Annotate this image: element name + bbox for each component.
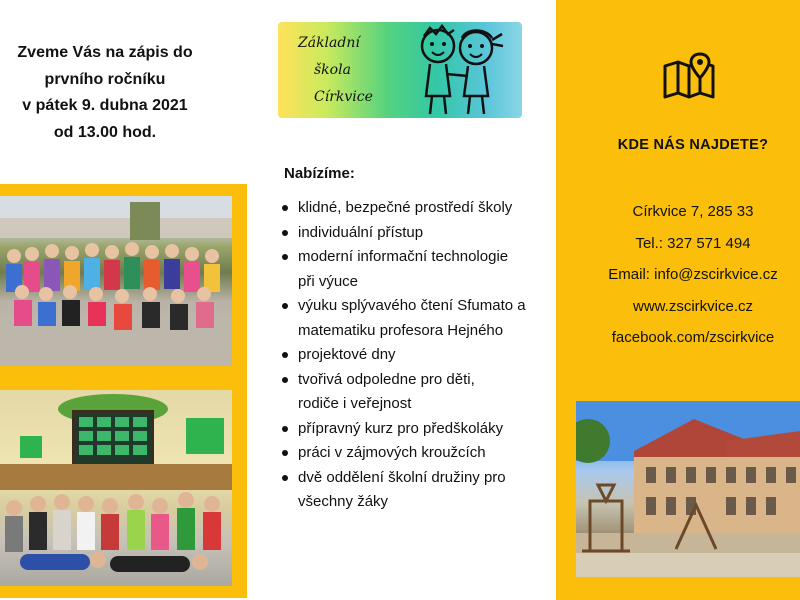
list-item: práci v zájmových kroužcích	[282, 441, 554, 466]
list-item: moderní informační technologie při výuce	[282, 245, 554, 294]
offer-title: Nabízíme:	[284, 165, 355, 182]
logo-text	[294, 30, 373, 111]
logo-line: škola	[314, 62, 351, 78]
invitation-line: v pátek 9. dubna 2021	[22, 97, 188, 114]
invitation-text	[0, 40, 210, 146]
school-building-illustration	[576, 401, 800, 577]
class-photo-outdoor	[0, 196, 232, 366]
contact-title: KDE NÁS NAJDETE?	[617, 137, 769, 153]
website-link: www.zscirkvice.cz	[632, 297, 753, 315]
invitation-line: od 13.00 hod.	[53, 123, 157, 141]
class-photo-indoor	[0, 390, 232, 586]
list-item: tvořivá odpoledne pro děti, rodiče i veřejnost	[282, 368, 554, 417]
contact-panel	[556, 0, 800, 600]
email-text: Email: info@zscirkvice.cz	[608, 266, 778, 283]
children-indoor-illustration	[0, 390, 232, 586]
list-item: výuku splývavého čtení Sfumato a matematiku profesora Hejného	[282, 294, 554, 343]
school-logo	[278, 22, 522, 118]
contact-details	[556, 196, 800, 354]
logo-children-drawing	[408, 24, 506, 116]
offer-list	[282, 196, 554, 515]
logo-line: Církvice	[314, 89, 373, 105]
facebook-link: facebook.com/zscirkvice	[611, 329, 775, 346]
list-item: dvě oddělení školní družiny pro všechny žáky	[282, 466, 554, 515]
phone-text: Tel.: 327 571 494	[635, 234, 751, 252]
list-item: klidné, bezpečné prostředí školy	[282, 196, 554, 221]
school-building-photo	[576, 401, 800, 577]
invitation-line: prvního ročníku	[44, 70, 166, 88]
list-item: přípravný kurz pro předškoláky	[282, 417, 554, 442]
left-column	[0, 0, 248, 600]
middle-column	[248, 0, 556, 600]
invitation-line: Zveme Vás na zápis do	[17, 44, 193, 61]
class-photo-indoor-frame	[0, 384, 247, 598]
address-text: Církvice 7, 285 33	[632, 203, 754, 220]
map-pin-icon	[662, 52, 716, 100]
logo-line: Základní	[298, 35, 360, 51]
list-item: projektové dny	[282, 343, 554, 368]
class-photo-outdoor-frame	[0, 184, 247, 384]
children-group-illustration	[0, 196, 232, 366]
list-item: individuální přístup	[282, 221, 554, 246]
